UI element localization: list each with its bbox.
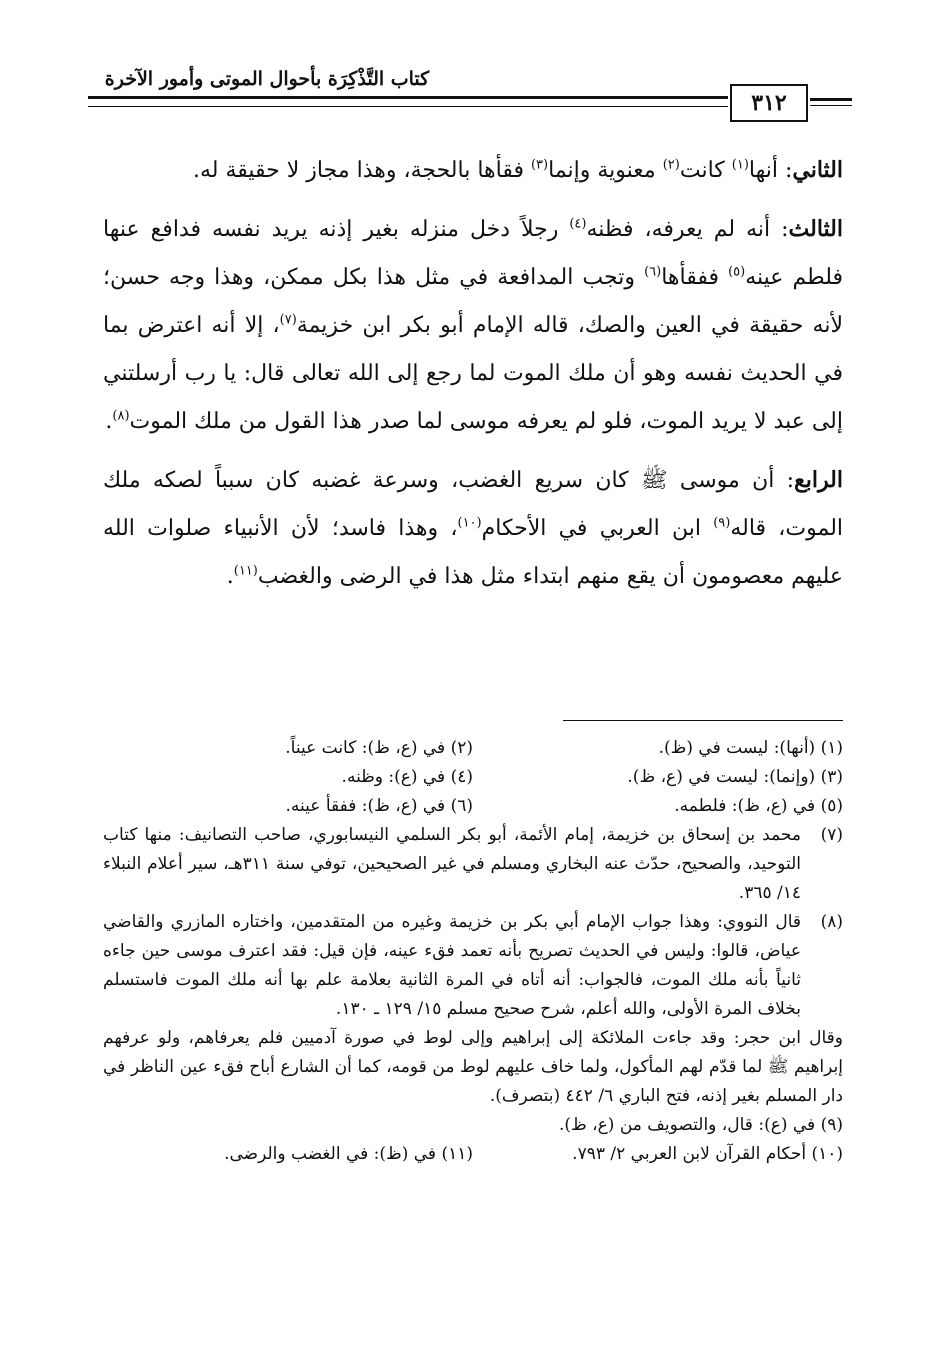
footnote-2: (٢) في (ع، ظ): كانت عيناً. [285, 738, 473, 758]
header-rule-thin [88, 106, 728, 107]
footnote-3: (٣) (وإنما): ليست في (ع، ظ). [627, 767, 843, 787]
footnote-7 [103, 821, 843, 908]
text-run: رجلاً دخل منزله بغير إذنه يريد نفسه فدافع عنها فلطم عينه [103, 217, 843, 290]
header-rule-right-thin [810, 105, 852, 106]
footnote-8 [103, 908, 843, 1024]
main-text [103, 146, 843, 611]
footnote-ref[interactable]: (١١) [233, 563, 258, 579]
footnote-9: (٩) في (ع): قال، والتصويف من (ع، ظ). [559, 1115, 843, 1135]
text-run: فقأها بالحجة، وهذا مجاز لا حقيقة له. [193, 158, 531, 183]
footnote-4: (٤) في (ع): وظنه. [341, 767, 473, 787]
footnote-ref[interactable]: (١٠) [457, 515, 482, 531]
footnote-text: محمد بن إسحاق بن خزيمة، إمام الأئمة، أبو بكر السلمي النيسابوري، صاحب التصانيف: منها كتاب التوحيد، والصحيح، حدّث عنه البخاري ومسلم في غير الصحيحين، توفي سنة ٣١١هـ، سير أعلام النبلاء ١٤/ ٣٦٥. [103, 825, 801, 903]
paragraph-fourth [103, 456, 843, 601]
footnote-number: (٧) [820, 825, 843, 845]
text-run: : أن موسى ﷺ كان سريع الغضب، وسرعة غضبه كان سبباً لصكه ملك الموت، قاله [103, 468, 844, 541]
footnote-10: (١٠) أحكام القرآن لابن العربي ٢/ ٧٩٣. [572, 1144, 843, 1164]
footnote-number: (٨) [820, 912, 843, 932]
footnote-8-continuation: وقال ابن حجر: وقد جاءت الملائكة إلى إبراهيم وإلى لوط في صورة آدميين فلم يعرفاهم، ولو عرفهم إبراهيم ﷺ لما قدّم لهم المأكول، ولما خاف عليهم لوط من قومه، كما أن الشارع أباح فقء عين الناظر في دار المسلم بغير إذنه، فتح الباري ٦/ ٤٤٢ (بتصرف). [103, 1028, 843, 1106]
header-rule [88, 96, 728, 99]
paragraph-heading: الرابع [794, 467, 843, 493]
footnote-text: قال النووي: وهذا جواب الإمام أبي بكر بن خزيمة وغيره من المتقدمين، واختاره المازري والقاضي عياض، قالوا: وليس في الحديث تصريح بأنه تعمد فقء عينه، فإن قيل: فقد اعترف موسى حين جاءه ثانياً بأنه ملك الموت، فالجواب: أنه أتاه في المرة الثانية بعلامة علم بها أنه ملك الموت فاستسلم بخلاف المرة الأولى، والله أعلم، شرح صحيح مسلم ١٥/ ١٢٩ ـ ١٣٠. [103, 912, 801, 1019]
footnote-row [103, 1140, 843, 1169]
footnote-ref[interactable]: (٩) [713, 515, 731, 531]
footnote-1: (١) (أنها): ليست في (ظ). [658, 738, 843, 758]
text-run: وتجب المدافعة في مثل هذا بكل ممكن، وهذا وجه حسن؛ لأنه حقيقة في العين والصك، قاله الإمام أبو بكر ابن خزيمة [103, 265, 843, 338]
footnotes [103, 734, 843, 1169]
footnote-ref[interactable]: (٥) [728, 264, 746, 280]
header-rule-right [810, 98, 852, 101]
text-run: . [105, 409, 113, 434]
footnote-ref[interactable]: (٧) [279, 312, 297, 328]
text-run: ، إلا أنه اعترض بما في الحديث نفسه وهو أن ملك الموت لما رجع إلى الله تعالى قال: يا رب أرسلتني إلى عبد لا يريد الموت، فلو لم يعرفه موسى لما صدر هذا القول من ملك الموت [103, 313, 843, 434]
footnote-11: (١١) في (ظ): في الغضب والرضى. [224, 1144, 473, 1164]
footnote-row [103, 792, 843, 821]
running-title: كتاب التَّذْكِرَة بأحوال الموتى وأمور الآخرة [104, 68, 430, 90]
text-run: . [226, 564, 234, 589]
footnote-separator [563, 720, 843, 721]
paragraph-heading: الثاني [792, 157, 843, 183]
text-run: : أنها [748, 158, 793, 183]
footnote-ref[interactable]: (٦) [644, 264, 662, 280]
footnote-row [103, 763, 843, 792]
footnote-ref[interactable]: (١) [731, 157, 749, 173]
footnote-ref[interactable]: (٢) [662, 157, 680, 173]
paragraph-second [103, 146, 843, 195]
text-run: : أنه لم يعرفه، فظنه [586, 217, 789, 242]
paragraph-heading: الثالث [788, 216, 843, 242]
text-run: ففقأها [661, 265, 729, 290]
footnote-6: (٦) في (ع، ظ): ففقأ عينه. [285, 796, 473, 816]
text-run: معنوية وإنما [548, 158, 663, 183]
footnote-ref[interactable]: (٤) [569, 216, 587, 232]
text-run: ابن العربي في الأحكام [481, 516, 714, 541]
paragraph-third [103, 205, 843, 446]
text-run: ، وهذا فاسد؛ لأن الأنبياء صلوات الله عليهم معصومون أن يقع منهم ابتداء مثل هذا في الرضى والغضب [103, 516, 843, 589]
footnote-ref[interactable]: (٣) [530, 157, 549, 173]
footnote-5: (٥) في (ع، ظ): فلطمه. [674, 796, 843, 816]
footnote-row [103, 734, 843, 763]
footnote-ref[interactable]: (٨) [112, 408, 130, 424]
text-run: كانت [679, 158, 732, 183]
page-number: ٣١٢ [730, 84, 808, 122]
